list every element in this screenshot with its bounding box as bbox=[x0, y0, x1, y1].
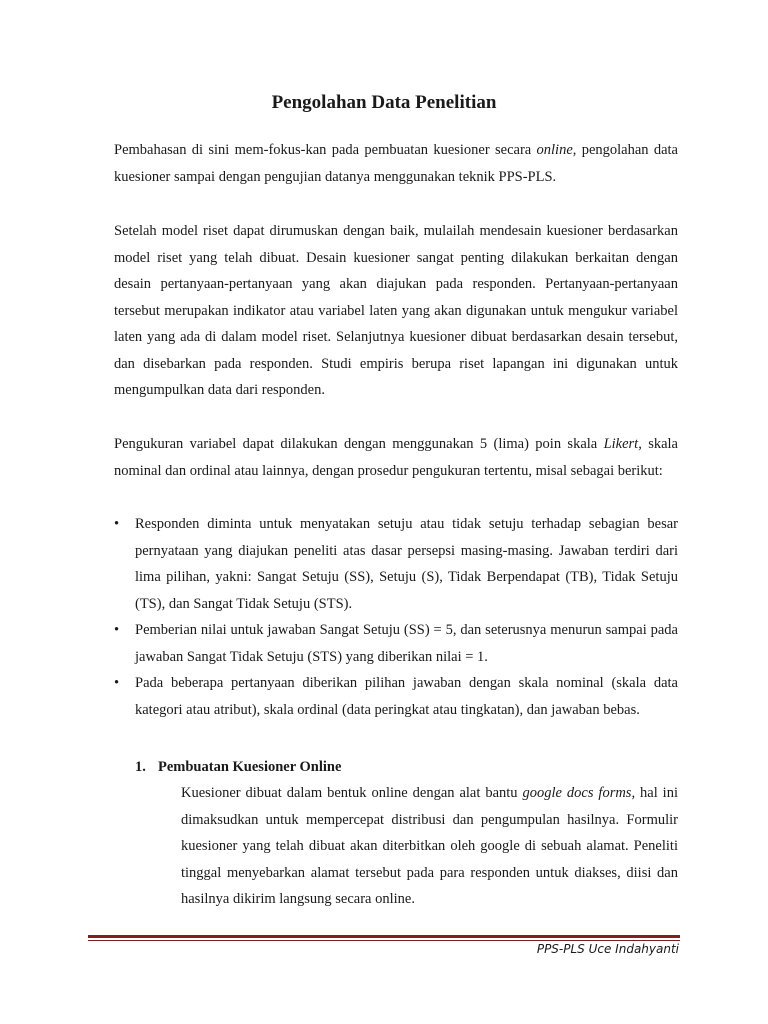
intro-text-end: , pengolahan data kuesioner sampai dengan pengujian datanya menggunakan teknik PPS-PLS. bbox=[114, 142, 678, 185]
bullet-icon: • bbox=[114, 516, 120, 532]
section-title: Pembuatan Kuesioner Online bbox=[158, 759, 342, 775]
intro-text: Pembahasan di sini mem-fokus-kan pada pembuatan kuesioner secara bbox=[114, 142, 537, 158]
footer-rule-thin bbox=[88, 940, 680, 941]
measurement-text: Pengukuran variabel dapat dilakukan dengan menggunakan 5 (lima) poin skala bbox=[114, 436, 604, 452]
likert-emphasis: Likert bbox=[603, 436, 639, 452]
measurement-text-end: , skala nominal dan ordinal atau lainnya, dengan prosedur pengukuran tertentu, misal sebagai berikut: bbox=[114, 436, 678, 479]
list-item bbox=[114, 511, 678, 617]
bullet-icon: • bbox=[114, 675, 120, 691]
section-text-end: hal ini dimaksudkan untuk mempercepat distribusi dan pengumpulan hasilnya. Formulir kuesioner yang telah dibuat akan diterbitkan oleh google di sebuah alamat. Peneliti tinggal menyebarkan alamat tersebut pada para responden untuk diakses, diisi dan hasilnya dikirim langsung secara online. bbox=[181, 785, 678, 907]
section-heading bbox=[135, 754, 341, 780]
bullet-icon: • bbox=[114, 622, 120, 638]
list-item bbox=[114, 670, 678, 723]
intro-emphasis: online bbox=[536, 142, 573, 158]
measurement-paragraph bbox=[114, 431, 678, 484]
bullet-text: Responden diminta untuk menyatakan setuju atau tidak setuju terhadap sebagian besar pernyataan yang diajukan peneliti atas dasar persepsi masing-masing. Jawaban terdiri dari lima pilihan, yakni: Sangat Setuju (SS), Setuju (S), Tidak Berpendapat (TB), Tidak Setuju (TS), dan Sangat Tidak Setuju (STS). bbox=[135, 516, 678, 612]
model-paragraph: Setelah model riset dapat dirumuskan dengan baik, mulailah mendesain kuesioner berdasarkan model riset yang telah dibuat. Desain kuesioner sangat penting dilakukan berkaitan dengan desain pertanyaan-pertanyaan yang akan diajukan pada responden. Pertanyaan-pertanyaan tersebut merupakan indikator atau variabel laten yang akan digunakan untuk mengukur variabel laten yang ada di dalam model riset. Selanjutnya kuesioner dibuat berdasarkan desain tersebut, dan disebarkan pada responden. Studi empiris berupa riset lapangan ini digunakan untuk mengumpulkan data dari responden. bbox=[114, 223, 678, 398]
intro-paragraph bbox=[114, 137, 678, 190]
bullet-text: Pada beberapa pertanyaan diberikan pilihan jawaban dengan skala nominal (skala data kategori atau atribut), skala ordinal (data peringkat atau tingkatan), dan jawaban bebas. bbox=[135, 675, 678, 718]
section-text: Kuesioner dibuat dalam bentuk online dengan alat bantu bbox=[181, 785, 523, 801]
section-paragraph bbox=[181, 780, 678, 913]
list-item bbox=[114, 617, 678, 670]
footer-rule-thick bbox=[88, 935, 680, 938]
section-number: 1. bbox=[135, 759, 146, 775]
bullet-text: Pemberian nilai untuk jawaban Sangat Setuju (SS) = 5, dan seterusnya menurun sampai pada jawaban Sangat Tidak Setuju (STS) yang diberikan nilai = 1. bbox=[135, 622, 678, 665]
footer-text: PPS-PLS Uce Indahyanti bbox=[536, 942, 679, 956]
page-title: Pengolahan Data Penelitian bbox=[271, 92, 497, 113]
bullet-list bbox=[114, 511, 678, 723]
google-forms-emphasis: google docs forms, bbox=[522, 785, 636, 801]
